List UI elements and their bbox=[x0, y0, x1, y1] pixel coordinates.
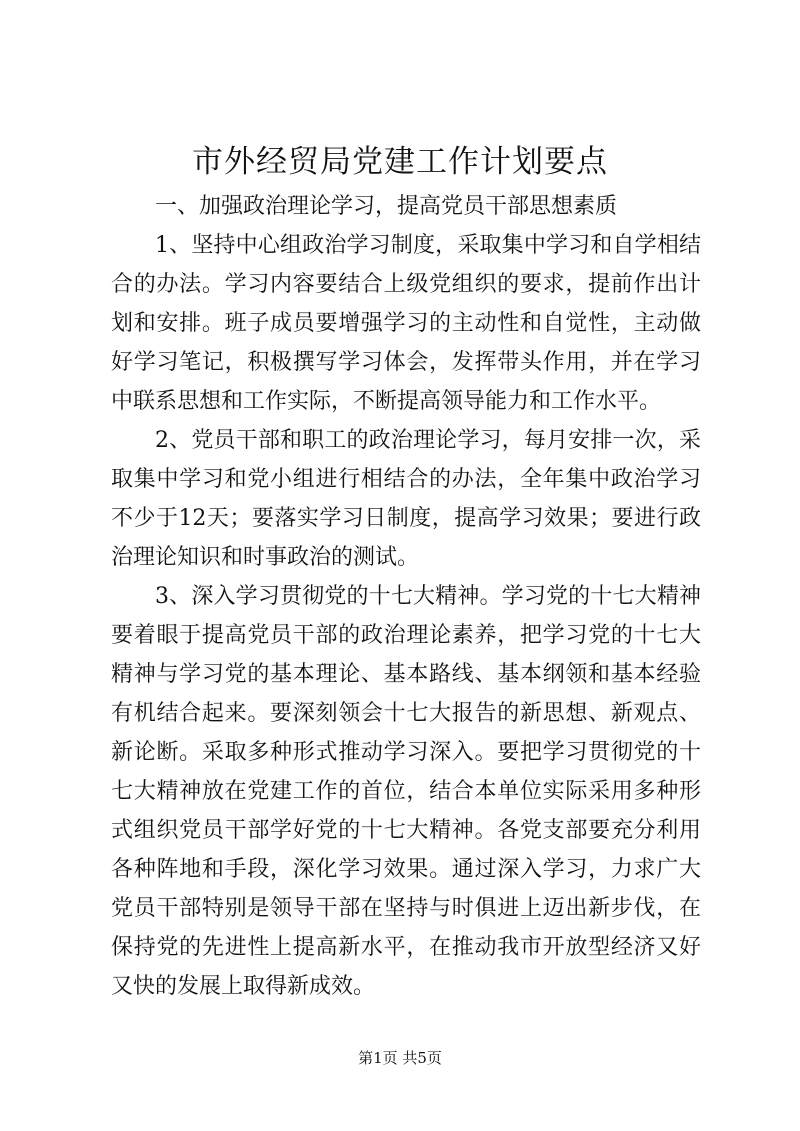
paragraph-2: 2、党员干部和职工的政治理论学习，每月安排一次，采取集中学习和党小组进行相结合的办法，全年集中政治学习不少于12天；要落实学习日制度，提高学习效果；要进行政治理论知识和时事政治的测试。 bbox=[111, 428, 701, 570]
section-heading: 一、加强政治理论学习，提高党员干部思想素质 bbox=[155, 194, 618, 219]
document-title: 市外经贸局党建工作计划要点 bbox=[192, 144, 608, 180]
paragraph-3: 3、深入学习贯彻党的十七大精神。学习党的十七大精神要着眼于提高党员干部的政治理论素养，把学习党的十七大精神与学习党的基本理论、基本路线、基本纲领和基本经验有机结合起来。要深刻领会十七大报告的新思想、新观点、新论断。采取多种形式推动学习深入。要把学习贯彻党的十七大精神放在党建工作的首位，结合本单位实际采用多种形式组织党员干部学好党的十七大精神。各党支部要充分利用各种阵地和手段，深化学习效果。通过深入学习，力求广大党员干部特别是领导干部在坚持与时俱进上迈出新步伐，在保持党的先进性上提高新水平，在推动我市开放型经济又好又快的发展上取得新成效。 bbox=[111, 584, 701, 999]
document-body bbox=[111, 187, 701, 1006]
page-footer: 第1页 共5页 bbox=[358, 1049, 442, 1067]
paragraph-1: 1、坚持中心组政治学习制度，采取集中学习和自学相结合的办法。学习内容要结合上级党组织的要求，提前作出计划和安排。班子成员要增强学习的主动性和自觉性，主动做好学习笔记，积极撰写学习体会，发挥带头作用，并在学习中联系思想和工作实际，不断提高领导能力和工作水平。 bbox=[111, 233, 701, 414]
